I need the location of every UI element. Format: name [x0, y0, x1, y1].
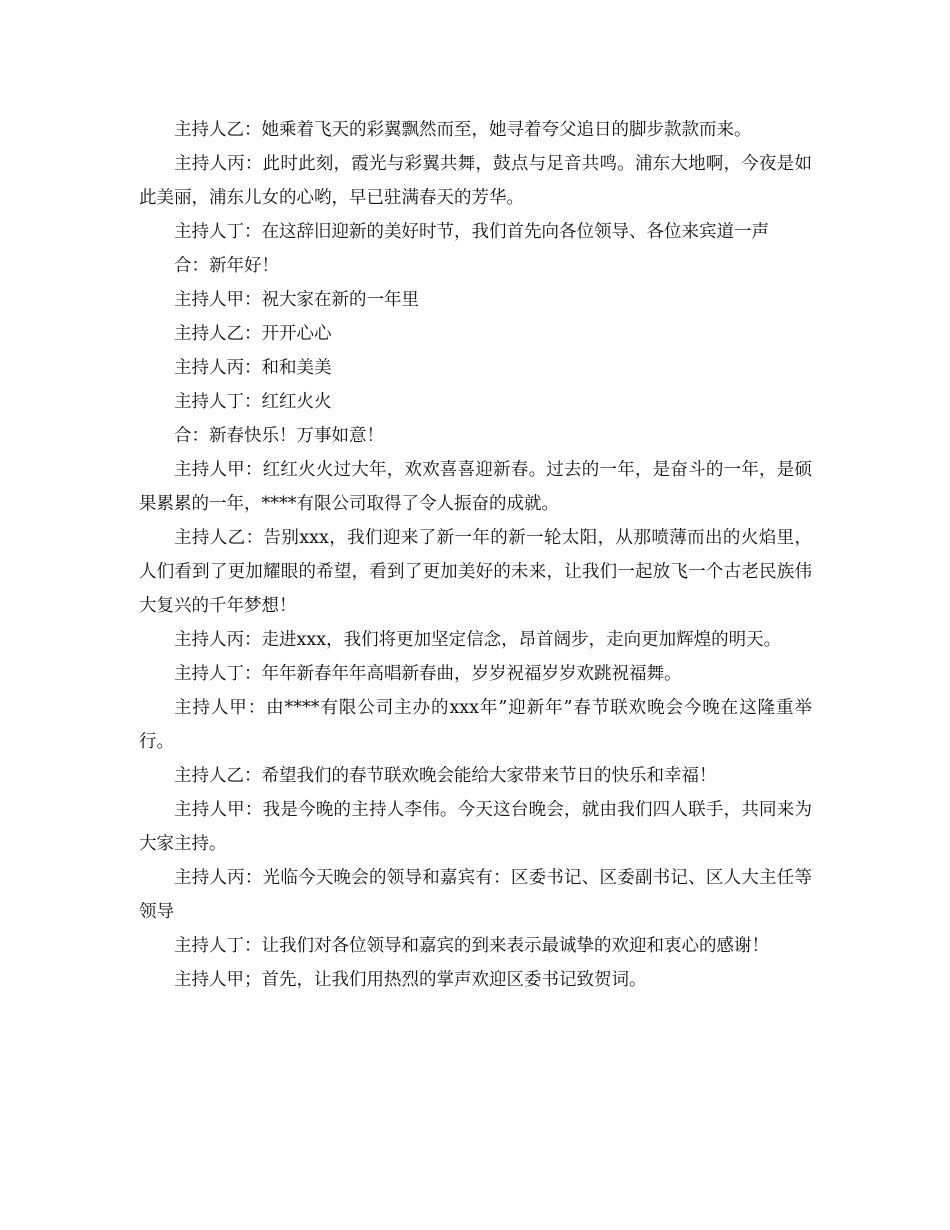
paragraph-15: 主持人乙：希望我们的春节联欢晚会能给大家带来节日的快乐和幸福！ [174, 766, 717, 786]
paragraph-13: 主持人丁：年年新春年年高唱新春曲，岁岁祝福岁岁欢跳祝福舞。 [174, 664, 682, 684]
paragraph-7: 主持人丙：和和美美 [174, 358, 332, 378]
paragraph-19: 主持人甲；首先，让我们用热烈的掌声欢迎区委书记致贺词。 [174, 970, 647, 990]
paragraph-3: 主持人丁：在这辞旧迎新的美好时节，我们首先向各位领导、各位来宾道一声 [174, 222, 769, 242]
paragraph-14: 主持人甲：由****有限公司主办的xxx年”迎新年”春节联欢晚会今晚在这隆重举行。 [139, 698, 812, 752]
paragraph-1: 主持人乙：她乘着飞天的彩翼飘然而至，她寻着夸父追日的脚步款款而来。 [174, 120, 752, 140]
paragraph-17: 主持人丙：光临今天晚会的领导和嘉宾有：区委书记、区委副书记、区人大主任等领导 [139, 868, 812, 922]
paragraph-11: 主持人乙：告别xxx，我们迎来了新一年的新一轮太阳，从那喷薄而出的火焰里，人们看到了更加耀眼的希望，看到了更加美好的未来，让我们一起放飞一个古老民族伟大复兴的千年梦想！ [139, 528, 812, 616]
paragraph-16: 主持人甲：我是今晚的主持人李伟。今天这台晚会，就由我们四人联手，共同来为大家主持。 [139, 800, 812, 854]
paragraph-8: 主持人丁：红红火火 [174, 392, 332, 412]
paragraph-9: 合：新春快乐！万事如意！ [174, 426, 384, 446]
paragraph-5: 主持人甲：祝大家在新的一年里 [174, 290, 419, 310]
paragraph-18: 主持人丁：让我们对各位领导和嘉宾的到来表示最诚挚的欢迎和衷心的感谢！ [174, 936, 769, 956]
paragraph-6: 主持人乙：开开心心 [174, 324, 332, 344]
document-body [139, 113, 812, 997]
paragraph-10: 主持人甲：红红火火过大年，欢欢喜喜迎新春。过去的一年，是奋斗的一年，是硕果累累的一年，****有限公司取得了令人振奋的成就。 [139, 460, 812, 514]
paragraph-4: 合：新年好！ [174, 256, 279, 276]
paragraph-12: 主持人丙：走进xxx，我们将更加坚定信念，昂首阔步，走向更加辉煌的明天。 [174, 630, 782, 650]
paragraph-2: 主持人丙：此时此刻，霞光与彩翼共舞，鼓点与足音共鸣。浦东大地啊，今夜是如此美丽，浦东儿女的心哟，早已驻满春天的芳华。 [139, 154, 812, 208]
